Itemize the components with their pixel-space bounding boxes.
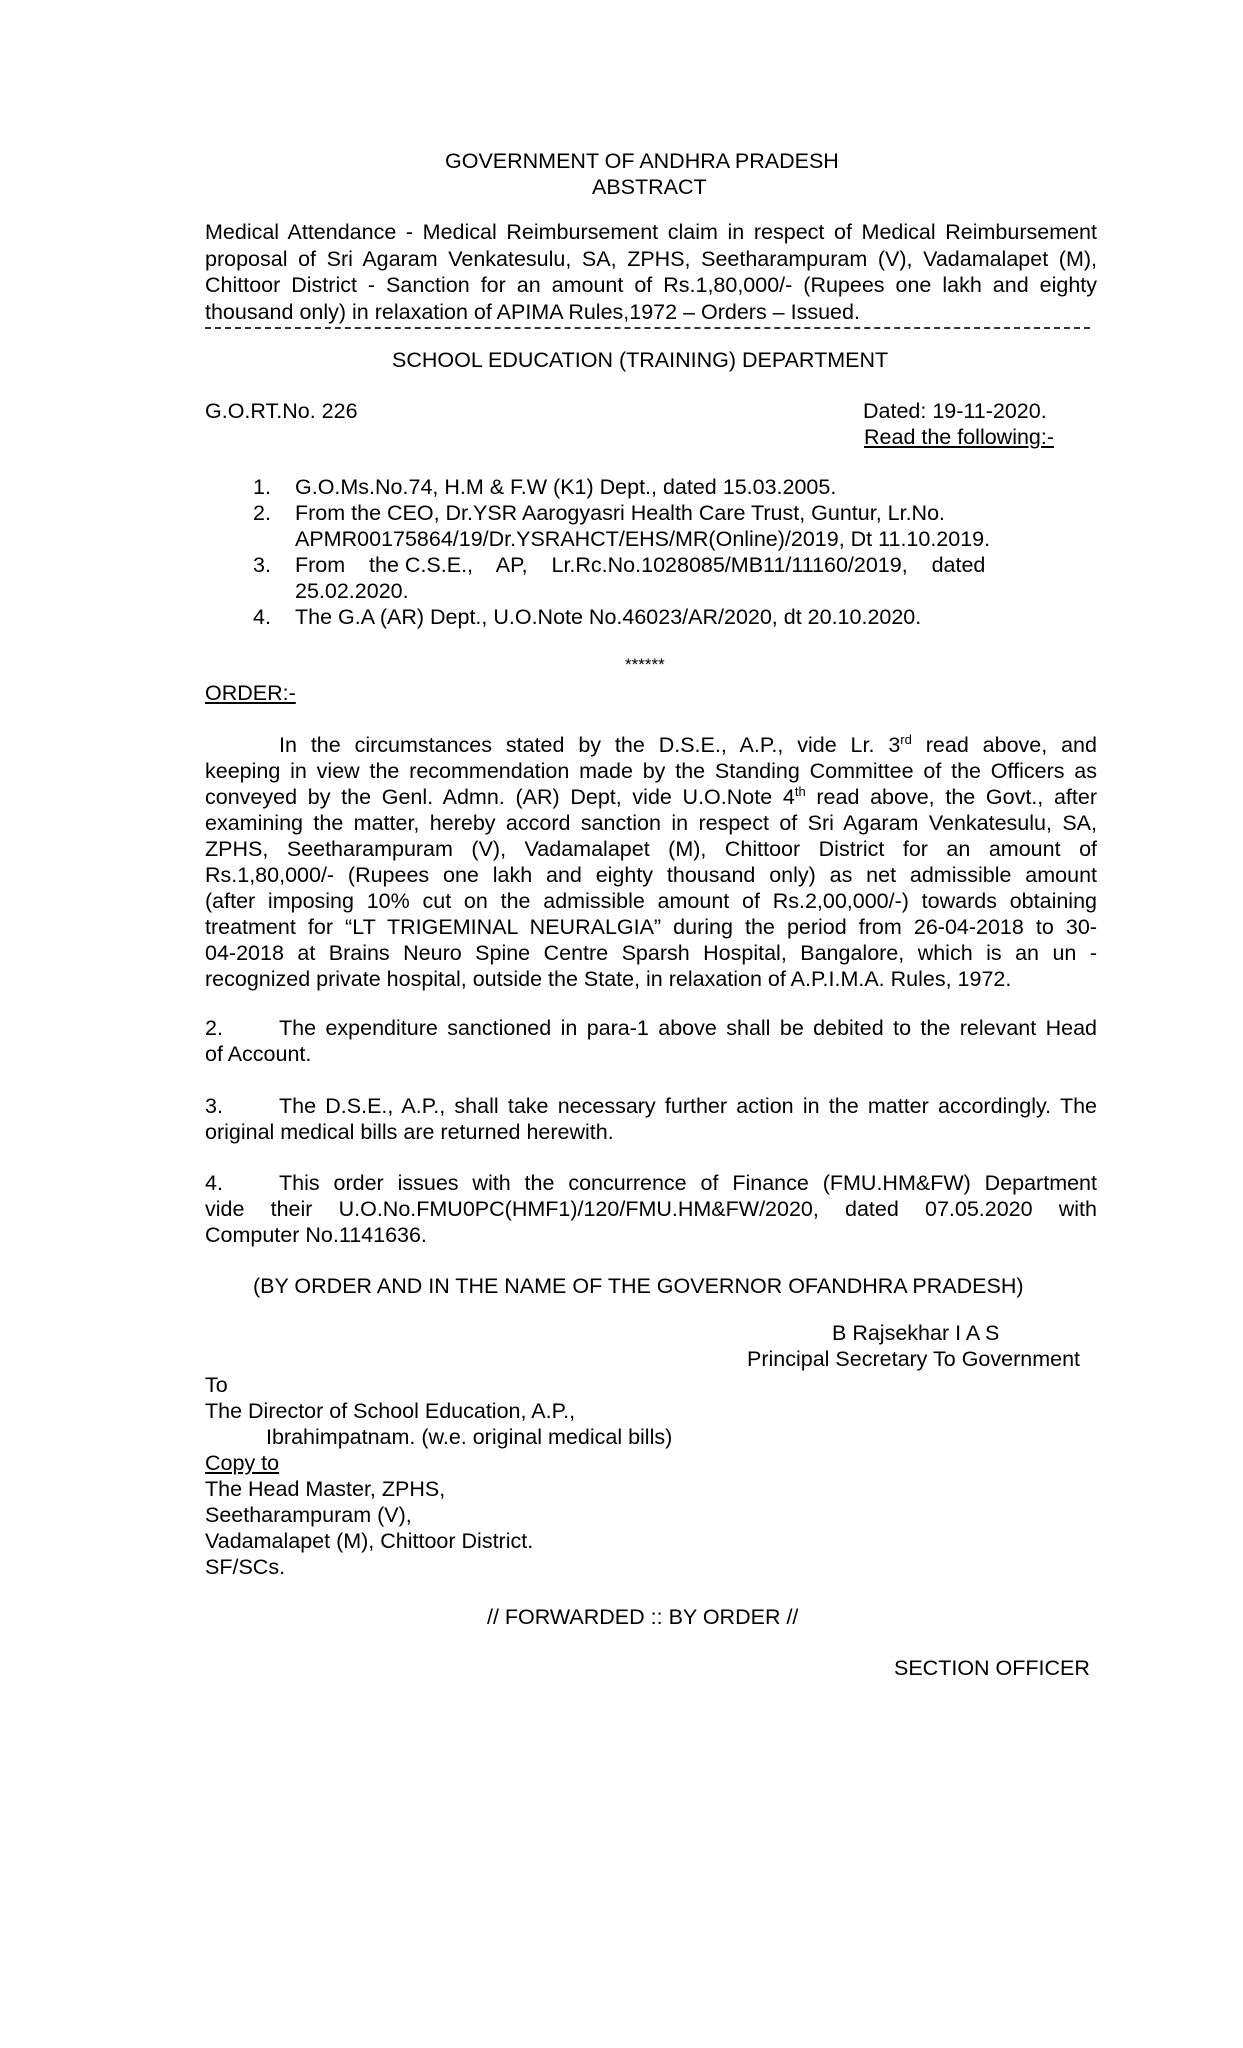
copy-line: Vadamalapet (M), Chittoor District. [205, 1529, 534, 1553]
by-order-line: (BY ORDER AND IN THE NAME OF THE GOVERNOR OFANDHRA PRADESH) [253, 1274, 1024, 1298]
paragraph-line: treatment for “LT TRIGEMINAL NEURALGIA” during the period from 26-04-2018 to 30- [205, 915, 1097, 939]
paragraph-line: of Account. [205, 1042, 312, 1066]
go-number: G.O.RT.No. 226 [205, 399, 358, 423]
abstract-line: proposal of Sri Agaram Venkatesulu, SA, ZPHS, Seetharampuram (V), Vadamalapet (M), [205, 246, 1097, 271]
paragraph-text: read above, and [911, 733, 1097, 757]
copy-line: Seetharampuram (V), [205, 1503, 412, 1527]
paragraph-line [205, 784, 1097, 810]
order-date: Dated: 19-11-2020. [863, 399, 1047, 423]
dashed-divider [205, 327, 1090, 329]
paragraph-line: Computer No.1141636. [205, 1223, 427, 1247]
paragraph-line: examining the matter, hereby accord sanction in respect of Sri Agaram Venkatesulu, SA, [205, 811, 1097, 835]
paragraph-text: conveyed by the Genl. Admn. (AR) Dept, vide U.O.Note 4 [205, 785, 795, 809]
paragraph-text: In the circumstances stated by the D.S.E., A.P., vide Lr. 3 [279, 733, 901, 757]
copy-line: SF/SCs. [205, 1555, 286, 1579]
paragraph-line: original medical bills are returned herewith. [205, 1120, 614, 1144]
asterisk-separator: ****** [625, 655, 665, 674]
paragraph-line: vide their U.O.No.FMU0PC(HMF1)/120/FMU.HM&FW/2020, dated 07.05.2020 with [205, 1197, 1097, 1221]
paragraph-line [205, 732, 1097, 758]
copy-line: The Head Master, ZPHS, [205, 1477, 446, 1501]
department-title: SCHOOL EDUCATION (TRAINING) DEPARTMENT [392, 348, 889, 372]
section-officer: SECTION OFFICER [894, 1656, 1090, 1680]
paragraph-number: 2. [205, 1016, 223, 1040]
copy-to-label: Copy to [205, 1451, 280, 1475]
paragraph-line: Rs.1,80,000/- (Rupees one lakh and eighty thousand only) as net admissible amount [205, 863, 1097, 887]
paragraph-text: The expenditure sanctioned in para-1 above shall be debited to the relevant Head [279, 1016, 1097, 1040]
order-paragraph-1 [205, 732, 1097, 992]
to-line: The Director of School Education, A.P., [205, 1399, 576, 1423]
reference-text: 25.02.2020. [295, 579, 409, 603]
read-following-label: Read the following:- [864, 425, 1055, 449]
to-label: To [205, 1373, 228, 1397]
reference-text: The G.A (AR) Dept., U.O.Note No.46023/AR/2020, dt 20.10.2020. [295, 605, 922, 629]
order-paragraph-4 [205, 1170, 1097, 1248]
paragraph-number: 4. [205, 1171, 223, 1195]
reference-text: APMR00175864/19/Dr.YSRAHCT/EHS/MR(Online)/2019, Dt 11.10.2019. [295, 527, 991, 551]
abstract-line: thousand only) in relaxation of APIMA Rules,1972 – Orders – Issued. [205, 299, 860, 324]
order-paragraph-2 [205, 1015, 1097, 1067]
reference-number: 3. [253, 553, 271, 577]
paragraph-line: ZPHS, Seetharampuram (V), Vadamalapet (M), Chittoor District for an amount of [205, 837, 1097, 861]
superscript: rd [900, 732, 912, 747]
abstract-line: Medical Attendance - Medical Reimbursement claim in respect of Medical Reimbursement [205, 220, 1097, 244]
paragraph-line [205, 1015, 1097, 1041]
reference-number: 4. [253, 605, 271, 629]
paragraph-line [205, 1093, 1097, 1119]
forwarded-line: // FORWARDED :: BY ORDER // [487, 1605, 799, 1629]
government-title: GOVERNMENT OF ANDHRA PRADESH [445, 149, 839, 173]
superscript: th [794, 784, 806, 799]
signatory-name: B Rajsekhar I A S [832, 1321, 1000, 1345]
reference-text: G.O.Ms.No.74, H.M & F.W (K1) Dept., dated 15.03.2005. [295, 475, 837, 499]
paragraph-text: read above, the Govt., after [805, 785, 1097, 809]
reference-number: 2. [253, 501, 271, 525]
reference-number: 1. [253, 475, 271, 499]
reference-text: From the C.S.E., AP, Lr.Rc.No.1028085/MB11/11160/2019, dated [295, 553, 986, 577]
abstract-text [205, 219, 1097, 325]
paragraph-line: recognized private hospital, outside the State, in relaxation of A.P.I.M.A. Rules, 1972. [205, 967, 1012, 991]
order-heading: ORDER:- [205, 681, 296, 705]
abstract-label: ABSTRACT [592, 175, 707, 199]
paragraph-line [205, 1170, 1097, 1196]
order-paragraph-3 [205, 1093, 1097, 1145]
paragraph-line: 04-2018 at Brains Neuro Spine Centre Sparsh Hospital, Bangalore, which is an un - [205, 941, 1097, 965]
paragraph-line: (after imposing 10% cut on the admissible amount of Rs.2,00,000/-) towards obtaining [205, 889, 1097, 913]
paragraph-line: keeping in view the recommendation made by the Standing Committee of the Officers as [205, 759, 1097, 783]
paragraph-text: This order issues with the concurrence of Finance (FMU.HM&FW) Department [279, 1171, 1097, 1195]
abstract-line: Chittoor District - Sanction for an amount of Rs.1,80,000/- (Rupees one lakh and eighty [205, 273, 1097, 297]
signatory-designation: Principal Secretary To Government [747, 1347, 1080, 1371]
to-line: Ibrahimpatnam. (w.e. original medical bills) [266, 1425, 673, 1449]
paragraph-text: The D.S.E., A.P., shall take necessary further action in the matter accordingly. The [279, 1094, 1097, 1118]
reference-text: From the CEO, Dr.YSR Aarogyasri Health Care Trust, Guntur, Lr.No. [295, 501, 946, 525]
paragraph-number: 3. [205, 1094, 223, 1118]
